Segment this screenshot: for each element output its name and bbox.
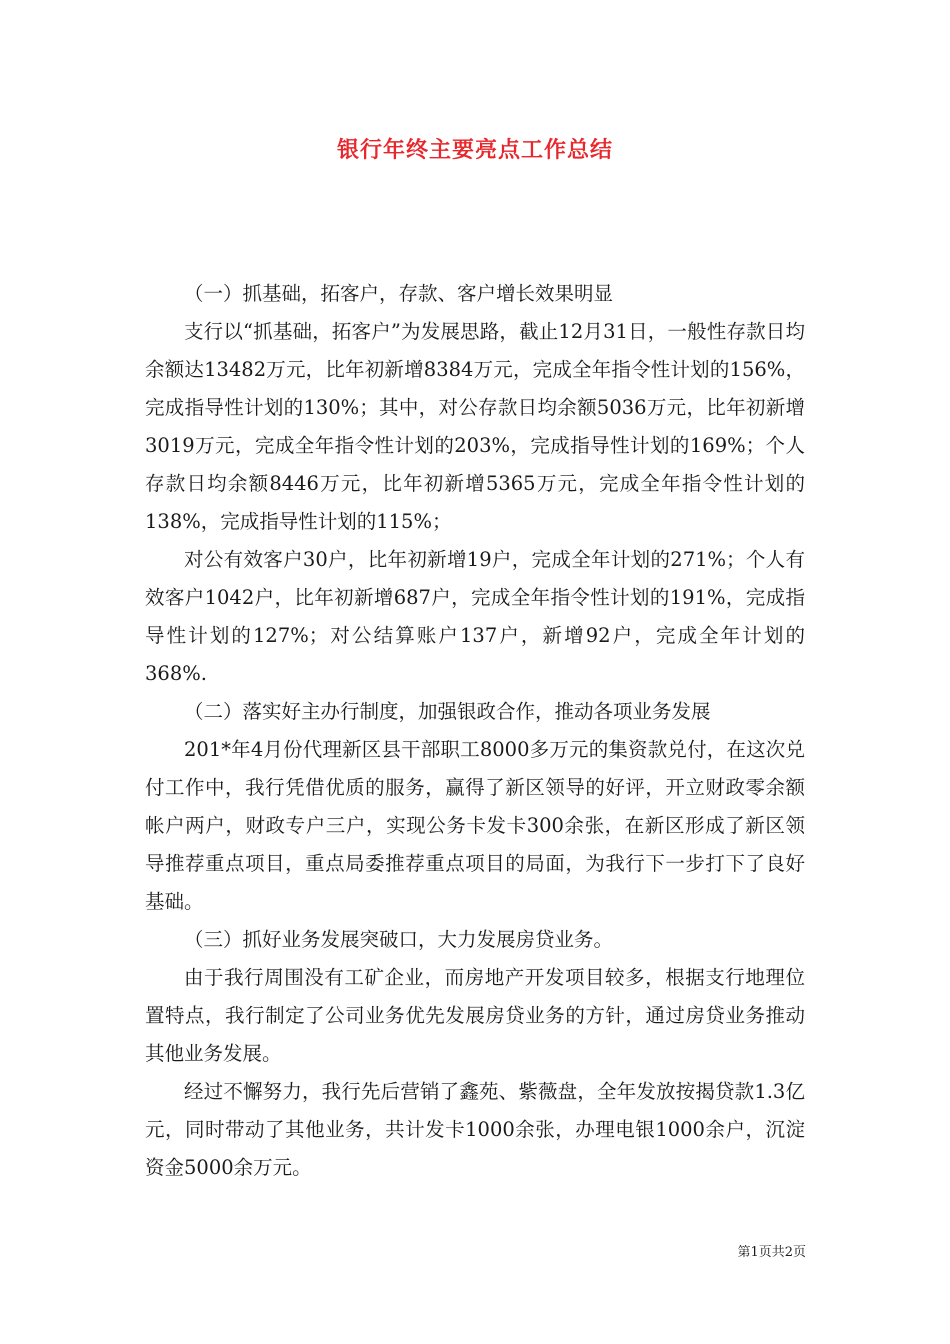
paragraph-mortgage-results: 经过不懈努力，我行先后营销了鑫苑、紫薇盘，全年发放按揭贷款1.3亿元，同时带动了其他业务，共计发卡1000余张，办理电银1000余户，沉淀资金5000余万元。 <box>145 1080 805 1179</box>
document-title: 银行年终主要亮点工作总结 <box>336 137 613 163</box>
paragraph-deposits: 支行以“抓基础，拓客户”为发展思路，截止12月31日，一般性存款日均余额达13482万元，比年初新增8384万元，完成全年指令性计划的156%，完成指导性计划的130%；其中，对公存款日均余额5036万元，比年初新增3019万元，完成全年指令性计划的203%，完成指导性计划的169%；个人存款日均余额8446万元，比年初新增5365万元，完成全年指令性计划的138%，完成指导性计划的115%； <box>145 320 805 533</box>
paragraph-cooperation: 201*年4月份代理新区县干部职工8000多万元的集资款兑付，在这次兑付工作中，我行凭借优质的服务，赢得了新区领导的好评，开立财政零余额帐户两户，财政专户三户，实现公务卡发卡300余张，在新区形成了新区领导推荐重点项目，重点局委推荐重点项目的局面，为我行下一步打下了良好基础。 <box>145 738 805 913</box>
document-body <box>145 275 805 1187</box>
section-heading-3: （三）抓好业务发展突破口，大力发展房贷业务。 <box>184 928 614 951</box>
page-number: 第1页共2页 <box>737 1245 806 1260</box>
section-heading-1: （一）抓基础，拓客户，存款、客户增长效果明显 <box>184 282 614 305</box>
section-heading-2: （二）落实好主办行制度，加强银政合作，推动各项业务发展 <box>184 700 711 723</box>
paragraph-customers: 对公有效客户30户，比年初新增19户，完成全年计划的271%；个人有效客户1042户，比年初新增687户，完成全年指令性计划的191%，完成指导性计划的127%；对公结算账户137户，新增92户，完成全年计划的368%. <box>145 548 805 685</box>
paragraph-mortgage-strategy: 由于我行周围没有工矿企业，而房地产开发项目较多，根据支行地理位置特点，我行制定了公司业务优先发展房贷业务的方针，通过房贷业务推动其他业务发展。 <box>145 966 805 1065</box>
